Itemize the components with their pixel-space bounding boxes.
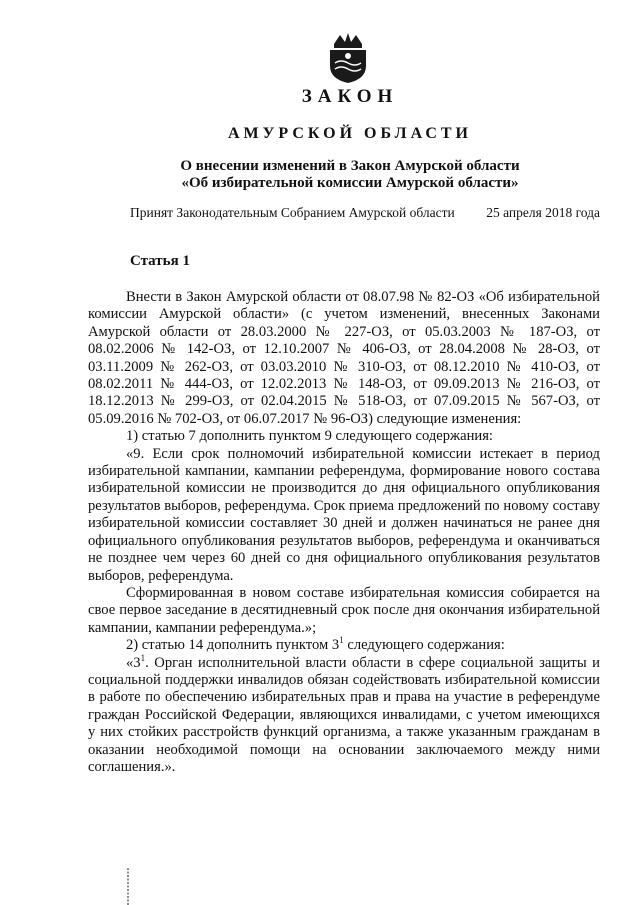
article-heading: Статья 1 xyxy=(130,253,190,269)
item-1-text-continued: Сформированная в новом составе избирательная комиссия собирается на свое первое заседание в десятидневный срок после дня окончания избирательной кампании, кампании референдума.»; xyxy=(88,584,600,636)
item-1-text: «9. Если срок полномочий избирательной комиссии истекает в период избирательной кампании, кампании референдума, формирование нового состава избирательной комиссии не производится до дня официального опубликования результатов выборов, референдума. Срок приема предложений по новому составу избирательной комиссии составляет 30 дней и должен начинаться не ранее дня официального опубликования результатов выборов, референдума и оканчиваться не позднее чем через 60 дней со дня официального опубликования результатов выборов, референдума. xyxy=(88,445,600,584)
document-title: ЗАКОН xyxy=(301,86,399,107)
item-2-superscript: 1 xyxy=(339,635,344,646)
item-2-suffix: следующего содержания: xyxy=(343,637,505,654)
item-2-text-rest: . Орган исполнительной власти области в сфере социальной защиты и социальной поддержки инвалидов обязан содействовать избирательной комиссии в работе по обеспечению избирательных прав и права на участие в референдуме граждан Российской Федерации, являющихся инвалидами, с учетом имеющихся у них стойких расстройств функций организма, а также указанным гражданам в оказании необходимой помощи на основании заключаемого между ними соглашения.». xyxy=(88,654,600,775)
adopted-by: Принят Законодательным Собранием Амурской области xyxy=(130,205,455,220)
region-title: АМУРСКОЙ ОБЛАСТИ xyxy=(228,125,472,142)
adoption-line xyxy=(130,205,600,221)
adoption-date: 25 апреля 2018 года xyxy=(486,205,600,220)
article-intro: Внести в Закон Амурской области от 08.07.98 № 82-ОЗ «Об избирательной комиссии Амурской области» (с учетом изменений, внесенных Законами Амурской области от 28.03.2000 № 227-ОЗ, от 05.03.2003 № 187-ОЗ, от 08.02.2006 № 142-ОЗ, от 12.10.2007 № 406-ОЗ, от 28.04.2008 № 28-ОЗ, от 03.11.2009 № 262-ОЗ, от 03.03.2010 № 310-ОЗ, от 08.12.2010 № 410-ОЗ, от 08.02.2011 № 444-ОЗ, от 12.02.2013 № 148-ОЗ, от 09.09.2013 № 216-ОЗ, от 18.12.2013 № 299-ОЗ, от 02.04.2015 № 518-ОЗ, от 07.09.2015 № 567-ОЗ, от 05.09.2016 № 702-ОЗ, от 06.07.2017 № 96-ОЗ) следующие изменения: xyxy=(88,289,600,427)
law-subject xyxy=(60,158,640,192)
item-2-prefix: 2) статью 14 дополнить пунктом 3 xyxy=(126,637,340,654)
item-2-text-prefix: «3 xyxy=(126,654,141,671)
article-body xyxy=(88,289,600,776)
coat-of-arms-icon xyxy=(326,30,370,84)
subject-line-1: О внесении изменений в Закон Амурской области xyxy=(180,158,520,174)
item-1-heading: 1) статью 7 дополнить пунктом 9 следующего содержания: xyxy=(126,428,493,445)
item-2-text xyxy=(88,652,600,777)
binding-mark xyxy=(126,868,130,905)
subject-line-2: «Об избирательной комиссии Амурской области» xyxy=(181,175,519,191)
item-2-heading xyxy=(88,637,600,654)
item-2-text-superscript: 1 xyxy=(140,652,146,663)
